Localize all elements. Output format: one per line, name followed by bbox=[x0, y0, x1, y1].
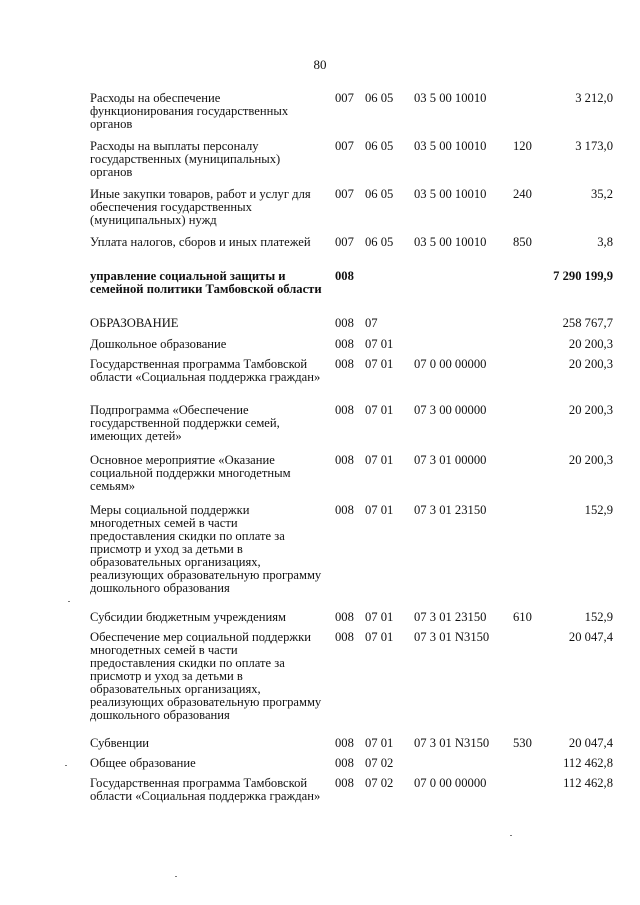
row-section-code: 07 01 bbox=[365, 337, 394, 351]
row-section-code: 06 05 bbox=[365, 187, 394, 201]
row-section-code: 06 05 bbox=[365, 91, 394, 105]
row-admin-code: 008 bbox=[335, 756, 354, 770]
table-row bbox=[0, 358, 640, 404]
row-section-code: 07 01 bbox=[365, 610, 394, 624]
row-target-code: 03 5 00 10010 bbox=[414, 187, 487, 201]
row-amount: 152,9 bbox=[584, 503, 613, 517]
row-amount: 20 200,3 bbox=[568, 453, 613, 467]
table-row bbox=[0, 92, 640, 140]
row-admin-code: 008 bbox=[335, 776, 354, 790]
row-name: Дошкольное образование bbox=[90, 337, 227, 351]
table-row bbox=[0, 404, 640, 454]
row-expense-type: 120 bbox=[513, 139, 532, 153]
table-row bbox=[0, 737, 640, 757]
row-admin-code: 008 bbox=[335, 503, 354, 517]
row-section-code: 07 01 bbox=[365, 503, 394, 517]
row-admin-code: 007 bbox=[335, 187, 354, 201]
row-name: Меры социальной поддержки многодетных семей в части предоставления скидки по оплате за присмотр и уход за детьми в образовательных организациях, реализующих образовательную программу дошкольного образования bbox=[90, 503, 322, 595]
row-target-code: 03 5 00 10010 bbox=[414, 91, 487, 105]
row-admin-code: 008 bbox=[335, 403, 354, 417]
row-admin-code: 008 bbox=[335, 269, 354, 283]
row-name: Расходы на обеспечение функционирования государственных органов bbox=[90, 91, 289, 131]
table-row bbox=[0, 504, 640, 611]
row-amount: 3 212,0 bbox=[575, 91, 613, 105]
row-admin-code: 008 bbox=[335, 610, 354, 624]
row-admin-code: 008 bbox=[335, 736, 354, 750]
row-target-code: 07 3 01 23150 bbox=[414, 503, 487, 517]
row-target-code: 07 3 01 00000 bbox=[414, 453, 487, 467]
row-amount: 3 173,0 bbox=[575, 139, 613, 153]
row-name: Субвенции bbox=[90, 736, 150, 750]
row-name: Обеспечение мер социальной поддержки многодетных семей в части предоставления скидки по оплате за присмотр и уход за детьми в образовательных организациях, реализующих образовательную программу дошкольного образования bbox=[90, 630, 322, 722]
row-admin-code: 007 bbox=[335, 235, 354, 249]
row-amount: 20 047,4 bbox=[568, 630, 613, 644]
row-target-code: 07 0 00 00000 bbox=[414, 776, 487, 790]
row-name: Государственная программа Тамбовской области «Социальная поддержка граждан» bbox=[90, 357, 321, 384]
row-expense-type: 240 bbox=[513, 187, 532, 201]
scan-speck bbox=[510, 835, 512, 836]
row-target-code: 07 0 00 00000 bbox=[414, 357, 487, 371]
row-expense-type: 850 bbox=[513, 235, 532, 249]
table-row bbox=[0, 140, 640, 188]
scan-speck bbox=[68, 601, 70, 602]
row-amount: 112 462,8 bbox=[563, 756, 613, 770]
row-admin-code: 007 bbox=[335, 91, 354, 105]
row-expense-type: 610 bbox=[513, 610, 532, 624]
row-amount: 20 200,3 bbox=[568, 357, 613, 371]
row-amount: 20 200,3 bbox=[568, 403, 613, 417]
row-section-code: 07 02 bbox=[365, 776, 394, 790]
row-amount: 152,9 bbox=[584, 610, 613, 624]
table-row bbox=[0, 454, 640, 504]
table-row bbox=[0, 236, 640, 270]
table-row bbox=[0, 757, 640, 777]
row-amount: 3,8 bbox=[597, 235, 613, 249]
row-target-code: 03 5 00 10010 bbox=[414, 139, 487, 153]
row-target-code: 07 3 01 N3150 bbox=[414, 630, 490, 644]
row-target-code: 07 3 01 N3150 bbox=[414, 736, 490, 750]
row-name: ОБРАЗОВАНИЕ bbox=[90, 316, 179, 330]
scan-speck bbox=[175, 876, 177, 877]
table-row bbox=[0, 611, 640, 631]
page-number: 80 bbox=[313, 57, 327, 72]
table-row bbox=[0, 338, 640, 358]
row-name: Иные закупки товаров, работ и услуг для обеспечения государственных (муниципальных) нужд bbox=[90, 187, 311, 227]
row-admin-code: 008 bbox=[335, 453, 354, 467]
row-admin-code: 008 bbox=[335, 316, 354, 330]
table-row bbox=[0, 270, 640, 317]
table-row bbox=[0, 631, 640, 737]
row-amount: 20 200,3 bbox=[568, 337, 613, 351]
row-admin-code: 008 bbox=[335, 337, 354, 351]
row-target-code: 03 5 00 10010 bbox=[414, 235, 487, 249]
row-name: Общее образование bbox=[90, 756, 196, 770]
row-section-code: 07 01 bbox=[365, 357, 394, 371]
row-section-code: 07 01 bbox=[365, 403, 394, 417]
row-admin-code: 007 bbox=[335, 139, 354, 153]
row-name: Государственная программа Тамбовской области «Социальная поддержка граждан» bbox=[90, 776, 321, 803]
row-amount: 112 462,8 bbox=[563, 776, 613, 790]
row-amount: 7 290 199,9 bbox=[553, 269, 613, 283]
row-amount: 258 767,7 bbox=[562, 316, 613, 330]
row-amount: 35,2 bbox=[590, 187, 613, 201]
row-section-code: 07 02 bbox=[365, 756, 394, 770]
row-section-code: 06 05 bbox=[365, 235, 394, 249]
row-section-code: 07 01 bbox=[365, 736, 394, 750]
row-section-code: 06 05 bbox=[365, 139, 394, 153]
row-name: Подпрограмма «Обеспечение государственной поддержки семей, имеющих детей» bbox=[90, 403, 280, 443]
table-row bbox=[0, 777, 640, 823]
row-section-code: 07 01 bbox=[365, 453, 394, 467]
row-amount: 20 047,4 bbox=[568, 736, 613, 750]
row-name: Основное мероприятие «Оказание социальной поддержки многодетным семьям» bbox=[90, 453, 291, 493]
row-target-code: 07 3 01 23150 bbox=[414, 610, 487, 624]
row-target-code: 07 3 00 00000 bbox=[414, 403, 487, 417]
table-row bbox=[0, 188, 640, 236]
row-section-code: 07 bbox=[365, 316, 378, 330]
row-name: Субсидии бюджетным учреждениям bbox=[90, 610, 286, 624]
row-section-code: 07 01 bbox=[365, 630, 394, 644]
budget-table bbox=[0, 92, 640, 823]
row-name: управление социальной защиты и семейной политики Тамбовской области bbox=[90, 269, 322, 296]
row-name: Уплата налогов, сборов и иных платежей bbox=[90, 235, 311, 249]
row-expense-type: 530 bbox=[513, 736, 532, 750]
row-admin-code: 008 bbox=[335, 357, 354, 371]
scan-speck bbox=[65, 765, 67, 766]
table-row bbox=[0, 317, 640, 338]
row-admin-code: 008 bbox=[335, 630, 354, 644]
row-name: Расходы на выплаты персоналу государственных (муниципальных) органов bbox=[90, 139, 281, 179]
